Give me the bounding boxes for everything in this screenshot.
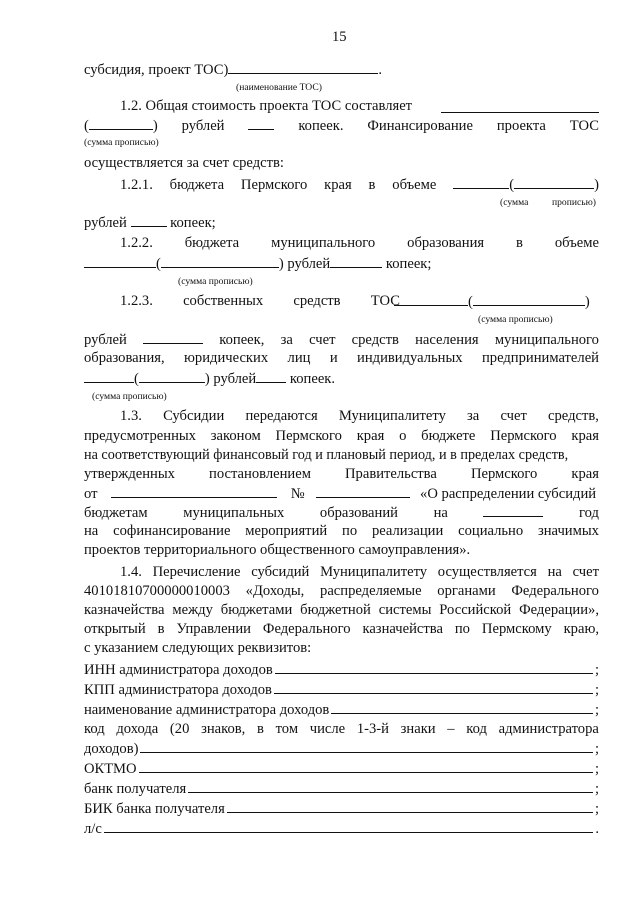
p122-line2: ( ) рублей копеек; bbox=[84, 254, 431, 273]
req-bik bbox=[84, 799, 599, 818]
req-admin-name bbox=[84, 700, 599, 719]
p123-line3 bbox=[84, 349, 599, 367]
p123-rub-blank bbox=[143, 330, 203, 344]
p14-line4 bbox=[84, 620, 599, 638]
p123-l2-w0: рублей bbox=[84, 332, 127, 348]
p121-w3: края bbox=[324, 177, 352, 193]
p12-fin: Финансирование bbox=[367, 118, 473, 134]
req-code-w10: код bbox=[466, 721, 487, 737]
p13-l6-w4: год bbox=[579, 505, 599, 521]
p121-rub: рублей bbox=[84, 215, 127, 231]
p121-kop: копеек; bbox=[170, 215, 216, 231]
req-bik-end: ; bbox=[594, 801, 599, 817]
p121-w4: в bbox=[368, 177, 376, 193]
p123-w0: 1.2.3. bbox=[120, 293, 153, 309]
p123-l3-w4: индивидуальных bbox=[357, 350, 463, 366]
p12-kop-blank bbox=[248, 116, 274, 130]
p14-l1-w2: субсидий bbox=[251, 564, 310, 580]
p122-w2: муниципального bbox=[271, 235, 376, 251]
p122-w1: бюджета bbox=[184, 235, 240, 251]
p123-line1 bbox=[120, 292, 400, 310]
p13-l2-w5: бюджете bbox=[421, 428, 476, 444]
p13-line4 bbox=[84, 465, 599, 483]
p13-year-blank bbox=[483, 503, 543, 517]
p13-line8: проектов территориального общественного самоуправления». bbox=[84, 542, 471, 558]
req-bank-blank bbox=[188, 779, 593, 793]
req-kpp-end: ; bbox=[594, 682, 599, 698]
req-code-w9: – bbox=[447, 721, 455, 737]
p121-amount: ( ) bbox=[453, 175, 599, 194]
p122-kop: копеек; bbox=[385, 256, 432, 272]
p13-l4-w4: края bbox=[571, 466, 599, 482]
p13-l2-w0: предусмотренных bbox=[84, 428, 196, 444]
req-kpp bbox=[84, 680, 599, 699]
p13-resolution-title: «О распределении субсидий bbox=[420, 486, 597, 502]
p13-l1-w5: счет bbox=[500, 408, 527, 424]
req-ls-blank bbox=[104, 819, 594, 833]
p13-l1-w4: за bbox=[467, 408, 480, 424]
p123-note-sum: (сумма прописью) bbox=[478, 314, 553, 325]
p14-line5: с указанием следующих реквизитов: bbox=[84, 640, 312, 656]
p14-l2-w0: 40101810700000010003 bbox=[84, 583, 230, 599]
req-inn-end: ; bbox=[594, 662, 599, 678]
p123-w3: ТОС bbox=[370, 293, 400, 309]
p14-l4-w7: краю, bbox=[563, 621, 599, 637]
p13-l4-w1: постановлением bbox=[209, 466, 311, 482]
p14-l3-w6: Федерации», bbox=[519, 602, 599, 618]
p14-l3-w2: бюджетами bbox=[220, 602, 293, 618]
p13-l7-w6: значимых bbox=[537, 523, 599, 539]
p14-l1-w4: осуществляется bbox=[437, 564, 537, 580]
req-code-end: ; bbox=[594, 741, 599, 757]
req-ls-end: . bbox=[595, 821, 599, 837]
p13-l2-w6: Пермского bbox=[490, 428, 557, 444]
req-code-line2 bbox=[84, 739, 599, 758]
p13-l7-w2: мероприятий bbox=[245, 523, 328, 539]
p122-w5: объеме bbox=[554, 235, 599, 251]
p14-l1-w3: Муниципалитету bbox=[320, 564, 428, 580]
p121-note-a: (сумма bbox=[500, 197, 529, 208]
req-kpp-blank bbox=[274, 680, 593, 694]
p12-sum-words: ( ) bbox=[84, 118, 158, 134]
req-inn-label: ИНН администратора доходов bbox=[84, 662, 273, 678]
req-ls-label: л/с bbox=[84, 821, 102, 837]
p14-l3-w1: между bbox=[172, 602, 213, 618]
req-code-w5: том bbox=[275, 721, 299, 737]
p14-l3-w3: бюджетной bbox=[300, 602, 371, 618]
req-code-w7: 1-3-й bbox=[356, 721, 389, 737]
req-bik-label: БИК банка получателя bbox=[84, 801, 225, 817]
p13-l2-w3: края bbox=[356, 428, 385, 444]
p12-rub: рублей bbox=[181, 118, 225, 134]
page-number: 15 bbox=[332, 29, 347, 45]
p121-w1: бюджета bbox=[169, 177, 225, 193]
p122-note-sum: (сумма прописью) bbox=[178, 276, 253, 287]
p14-l4-w4: казначейства bbox=[362, 621, 443, 637]
p123-amount: ( ) bbox=[394, 292, 590, 311]
p122-w4: в bbox=[516, 235, 523, 251]
req-code-line1 bbox=[84, 720, 599, 738]
p14-l1-w6: счет bbox=[572, 564, 599, 580]
p12-kop: копеек. bbox=[298, 118, 344, 134]
p13-l1-w6: средств, bbox=[548, 408, 599, 424]
p123-l2-w4: средств bbox=[351, 332, 399, 348]
p12-proj: проекта bbox=[496, 118, 546, 134]
p121-w0: 1.2.1. bbox=[120, 177, 153, 193]
p123-l3-w5: предпринимателей bbox=[481, 350, 599, 366]
p123-line2 bbox=[84, 330, 599, 349]
p13-l7-w5: социально bbox=[458, 523, 524, 539]
p121-line1 bbox=[120, 175, 599, 194]
p122-line1 bbox=[120, 234, 599, 252]
req-code-w0: код bbox=[84, 721, 105, 737]
req-admin-name-blank bbox=[331, 700, 593, 714]
p123-l3-w3: и bbox=[329, 350, 338, 366]
p14-line3 bbox=[84, 601, 599, 619]
p13-l2-w7: края bbox=[571, 428, 599, 444]
p13-l1-w1: Субсидии bbox=[163, 408, 225, 424]
p14-l4-w5: по bbox=[454, 621, 470, 637]
tos-name-blank bbox=[228, 60, 378, 74]
p123-l2-w1: копеек, bbox=[219, 332, 265, 348]
p13-l7-w4: реализации bbox=[371, 523, 444, 539]
p13-l2-w2: Пермского bbox=[275, 428, 342, 444]
p14-l1-w5: на bbox=[547, 564, 562, 580]
p14-l4-w6: Пермскому bbox=[481, 621, 552, 637]
p14-l3-w4: системы bbox=[378, 602, 432, 618]
p13-num-sign: № bbox=[290, 486, 305, 502]
p14-l2-w3: органами bbox=[437, 583, 496, 599]
p14-l3-w0: казначейства bbox=[84, 602, 165, 618]
p14-l2-w1: «Доходы, bbox=[245, 583, 305, 599]
p14-l1-w1: Перечисление bbox=[152, 564, 241, 580]
p122-w3: образования bbox=[407, 235, 485, 251]
p123-l2-w2: за bbox=[280, 332, 293, 348]
p13-from: от bbox=[84, 486, 98, 502]
p13-l4-w0: утвержденных bbox=[84, 466, 175, 482]
req-code-w8: знаки bbox=[400, 721, 436, 737]
p13-l6-w1: муниципальных bbox=[183, 505, 285, 521]
req-code-w11: администратора bbox=[498, 721, 599, 737]
p14-l2-w4: Федерального bbox=[511, 583, 599, 599]
p123-w2: средств bbox=[293, 293, 341, 309]
p121-line2 bbox=[84, 213, 216, 232]
p14-l3-w5: Российской bbox=[439, 602, 512, 618]
req-admin-name-label: наименование администратора доходов bbox=[84, 702, 330, 718]
subsidy-prefix: субсидия, проект ТОС) bbox=[84, 62, 229, 78]
req-inn-blank bbox=[275, 660, 593, 674]
req-bik-blank bbox=[227, 799, 593, 813]
req-bank-label: банк получателя bbox=[84, 781, 187, 797]
p123-l3-w2: лиц bbox=[287, 350, 311, 366]
p14-l1-w0: 1.4. bbox=[120, 564, 142, 580]
p13-l6-w0: бюджетам bbox=[84, 505, 148, 521]
req-admin-name-end: ; bbox=[594, 702, 599, 718]
p13-l4-w3: Пермского bbox=[470, 466, 538, 482]
p12-line1 bbox=[120, 97, 412, 115]
note-tos-name: (наименование ТОС) bbox=[236, 82, 322, 93]
req-code-w6: числе bbox=[309, 721, 346, 737]
p13-line1 bbox=[120, 407, 599, 425]
p14-l2-w2: распределяемые bbox=[320, 583, 422, 599]
p123-l3-w1: юридических bbox=[184, 350, 269, 366]
p13-l1-w0: 1.3. bbox=[120, 408, 142, 424]
p13-l6-w2: образований bbox=[319, 505, 398, 521]
p14-l4-w0: открытый bbox=[84, 621, 146, 637]
p14-line2 bbox=[84, 582, 599, 600]
p123-kop: копеек. bbox=[289, 371, 336, 387]
p123-line4: ( ) рублей копеек. bbox=[84, 369, 335, 388]
p14-l4-w2: Управлении bbox=[176, 621, 251, 637]
p12-line3: осуществляется за счет средств: bbox=[84, 155, 284, 171]
p121-w2: Пермского bbox=[240, 177, 308, 193]
p122-w0: 1.2.2. bbox=[120, 235, 153, 251]
p12-note-sum: (сумма прописью) bbox=[84, 137, 159, 148]
p123-l2-w3: счет bbox=[309, 332, 336, 348]
subsidy-project-line bbox=[84, 60, 382, 79]
p13-l7-w3: по bbox=[342, 523, 358, 539]
p12-total-blank bbox=[441, 99, 599, 113]
p122-rub: ) рублей bbox=[278, 256, 331, 272]
p123-note-sum2: (сумма прописью) bbox=[92, 391, 167, 402]
p13-line7 bbox=[84, 522, 599, 540]
req-code-line2-label: доходов) bbox=[84, 741, 139, 757]
p12-line1-text: 1.2. Общая стоимость проекта ТОС составляет bbox=[120, 98, 413, 114]
p13-l2-w4: о bbox=[399, 428, 407, 444]
p13-l4-w2: Правительства bbox=[345, 466, 437, 482]
req-ls bbox=[84, 819, 599, 838]
p123-l3-w0: образования, bbox=[84, 350, 165, 366]
p13-line2 bbox=[84, 427, 599, 445]
p13-line3: на соответствующий финансовый год и плановый период, и в пределах средств, bbox=[84, 447, 569, 463]
p13-line6 bbox=[84, 503, 599, 522]
req-kpp-label: КПП администратора доходов bbox=[84, 682, 272, 698]
req-oktmo-label: ОКТМО bbox=[84, 761, 137, 777]
req-code-w1: дохода bbox=[116, 721, 159, 737]
p13-date-blank bbox=[111, 484, 277, 498]
p13-l6-w3: на bbox=[433, 505, 448, 521]
p123-rub: ) рублей bbox=[204, 371, 257, 387]
p123-w1: собственных bbox=[183, 293, 264, 309]
p121-w5: объеме bbox=[392, 177, 437, 193]
p14-l4-w1: в bbox=[157, 621, 165, 637]
p13-number-blank bbox=[316, 484, 410, 498]
req-code-w2: (20 bbox=[169, 721, 190, 737]
p12-line2 bbox=[84, 116, 599, 135]
p13-l1-w3: Муниципалитету bbox=[338, 408, 446, 424]
p13-l2-w1: законом bbox=[210, 428, 261, 444]
p14-line1 bbox=[120, 563, 599, 581]
req-code-blank bbox=[140, 739, 592, 753]
req-oktmo-blank bbox=[139, 759, 593, 773]
p14-l4-w3: Федерального bbox=[262, 621, 351, 637]
req-code-w4: в bbox=[257, 721, 264, 737]
p121-note-b: прописью) bbox=[552, 197, 596, 208]
p13-l7-w1: софинансирование bbox=[113, 523, 231, 539]
subsidy-suffix: . bbox=[378, 62, 383, 78]
req-oktmo bbox=[84, 759, 599, 778]
p13-l1-w2: передаются bbox=[245, 408, 318, 424]
p12-tos: ТОС bbox=[569, 118, 599, 134]
p123-l2-w6: муниципального bbox=[494, 332, 599, 348]
req-inn bbox=[84, 660, 599, 679]
req-bank bbox=[84, 779, 599, 798]
req-bank-end: ; bbox=[594, 781, 599, 797]
p123-l2-w5: населения bbox=[415, 332, 479, 348]
p13-l7-w0: на bbox=[84, 523, 99, 539]
req-code-w3: знаков, bbox=[201, 721, 246, 737]
req-oktmo-end: ; bbox=[594, 761, 599, 777]
p13-line5 bbox=[84, 484, 596, 503]
